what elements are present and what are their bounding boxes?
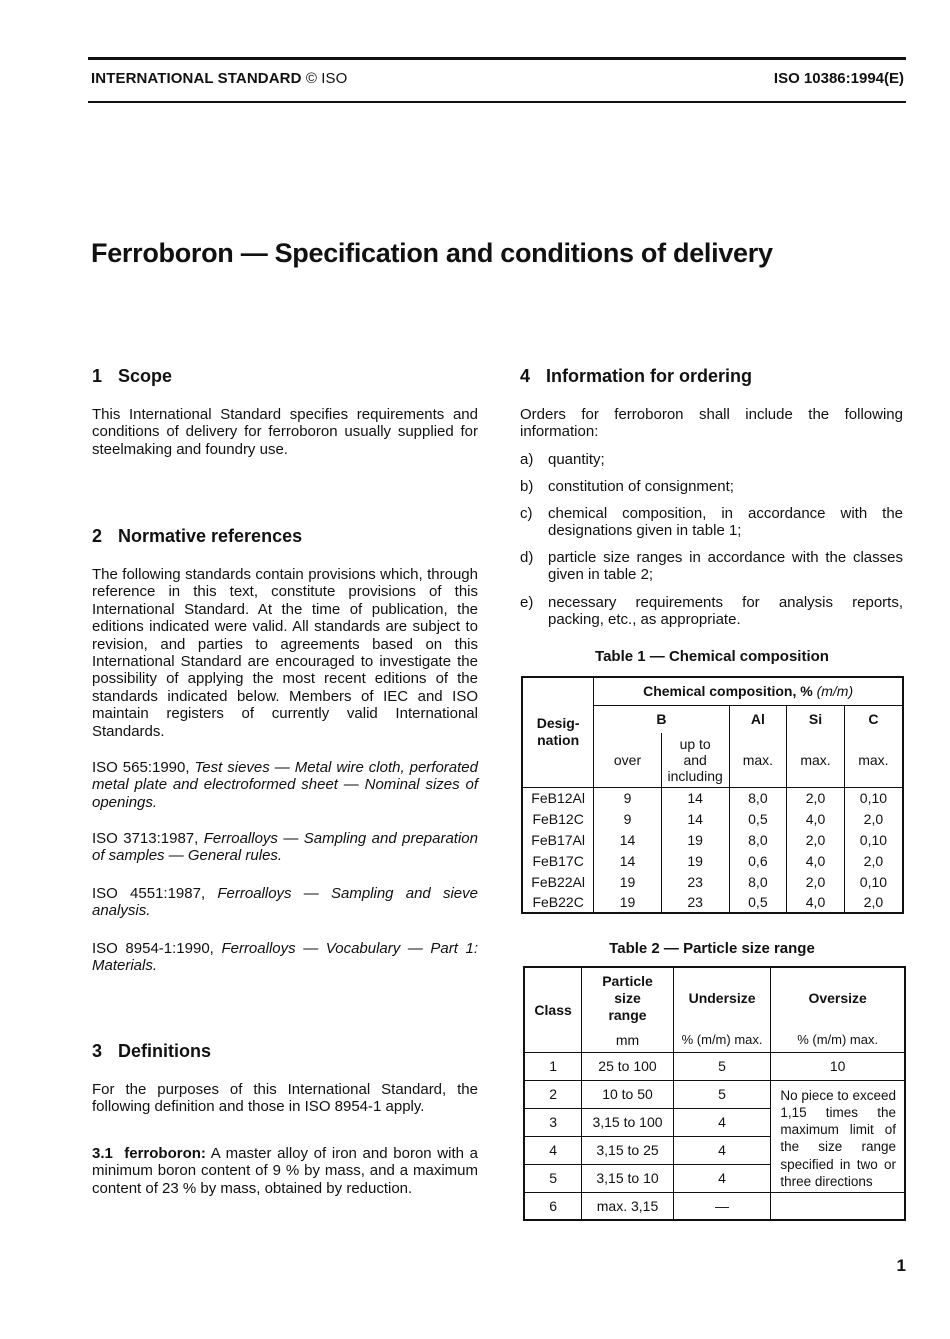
cell-undersize: 4 [673,1108,771,1136]
list-text: chemical composition, in accordance with the designations given in table 1; [548,505,903,540]
cell-al: 0,5 [729,808,787,829]
list-item [520,594,903,629]
cell-b-upto: 14 [661,808,729,829]
list-item [520,505,903,540]
section-title: Scope [118,366,173,386]
cell-si: 4,0 [787,808,845,829]
cell-designation: FeB17C [522,850,594,871]
cell-b-upto: 23 [661,892,729,913]
reference-title: Ferroalloys — Vocabulary — Part 1: Materials. [92,940,479,975]
section-number: 1 [92,366,103,386]
cell-b-upto: 14 [661,787,729,808]
range-header-text: Particle size range [602,972,653,1023]
list-item [520,478,903,495]
cell-range: 10 to 50 [582,1080,674,1108]
subheader-upto-text: up to and including [667,735,723,784]
list-text: quantity; [548,451,605,468]
table-row [524,1192,905,1220]
cell-c: 0,10 [859,789,888,806]
header-standard-number: ISO 10386:1994(E) [773,70,904,87]
class-header: Class [524,967,582,1052]
list-text: constitution of consignment; [548,478,734,495]
unit-oversize: % (m/m) max. [771,1028,905,1052]
cell-c: 2,0 [863,852,884,869]
cell-b-over: 19 [619,873,636,890]
cell-class: 4 [524,1136,582,1164]
cell-range: 3,15 to 10 [582,1164,674,1192]
cell-al: 0,5 [729,892,787,913]
cell-designation: FeB22C [522,892,594,913]
section-title: Information for ordering [546,366,752,386]
cell-undersize: — [673,1192,771,1220]
reference-item [92,940,478,975]
table-1-caption: Table 1 — Chemical composition [595,648,829,665]
list-label: b) [520,478,534,495]
subheader-over: over [594,733,661,787]
cell-range: 3,15 to 25 [582,1136,674,1164]
table-row [522,787,903,808]
chemical-composition-table [521,676,904,914]
unit-mm: mm [582,1028,674,1052]
reference-item [92,830,478,865]
cell-b-over: 14 [619,831,636,848]
composition-unit: (m/m) [816,683,854,700]
cell-c: 0,10 [859,873,888,890]
header-standard-type: INTERNATIONAL STANDARD [91,70,302,87]
subheader-max-al: max. [729,733,787,787]
cell-b-over: 9 [623,810,632,827]
scope-paragraph: This International Standard specifies requirements and conditions of delivery for ferroboron usually supplied for steelmaking and foundry use. [92,406,478,458]
list-item [520,451,903,468]
ordering-paragraph: Orders for ferroboron shall include the following information: [520,406,903,441]
cell-undersize: 4 [673,1164,771,1192]
subheader-max-c: max. [844,733,903,787]
composition-label: Chemical composition, % [643,683,813,700]
cell-al: 0,6 [729,850,787,871]
document-title: Ferroboron — Specification and conditions of delivery [91,238,773,268]
cell-b-upto: 19 [661,829,729,850]
oversize-header: Oversize [808,990,867,1006]
cell-undersize: 5 [673,1052,771,1080]
definition-number: 3.1 [92,1145,113,1162]
reference-code: ISO 8954-1:1990, [92,940,214,957]
reference-title: Ferroalloys — Sampling and sieve analysis. [92,885,478,920]
section-title: Definitions [118,1041,211,1061]
definition-term: ferroboron: [124,1145,206,1162]
list-text: particle size ranges in accordance with the classes given in table 2; [548,549,903,584]
table-row [524,1052,905,1080]
cell-al: 8,0 [729,871,787,892]
page-number: 1 [896,1256,906,1275]
cell-si: 4,0 [787,850,845,871]
cell-b-over: 9 [623,789,632,806]
normative-paragraph: The following standards contain provisions which, through reference in this text, constitute provisions of this International Standard. At the time of publication, the editions indicated were valid. All standards are subject to revision, and parties to agreements based on this International Standard are encouraged to investigate the possibility of applying the most recent editions of the standards indicated below. Members of IEC and ISO maintain registers of currently valid International Standards. [92,566,478,740]
list-label: c) [520,505,533,522]
cell-range: 3,15 to 100 [582,1108,674,1136]
list-item [520,549,903,584]
table-row [524,1080,905,1108]
cell-oversize-note: No piece to exceed 1,15 times the maximum limit of the size range specified in two or three directions [771,1080,905,1192]
header-copyright: © ISO [305,70,348,87]
list-text: necessary requirements for analysis reports, packing, etc., as appropriate. [548,594,903,629]
cell-oversize [771,1192,905,1220]
header-rule-bottom [88,101,906,103]
section-1-heading [92,366,172,387]
undersize-header: Undersize [673,967,771,1028]
reference-code: ISO 4551:1987, [92,885,206,902]
definitions-paragraph: For the purposes of this International Standard, the following definition and those in ISO 8954-1 apply. [92,1081,478,1116]
cell-si: 2,0 [787,829,845,850]
cell-b-over: 19 [619,894,636,910]
designation-label: Desig-nation [536,715,580,749]
unit-undersize: % (m/m) max. [673,1028,771,1052]
cell-si: 2,0 [787,871,845,892]
list-label: e) [520,594,534,611]
table-row [522,892,903,913]
cell-designation: FeB12C [522,808,594,829]
definition-item [92,1145,478,1197]
section-number: 4 [520,366,531,386]
cell-b-upto: 23 [661,871,729,892]
table-row [522,850,903,871]
cell-designation: FeB17Al [522,829,594,850]
cell-class: 2 [524,1080,582,1108]
reference-code: ISO 3713:1987, [92,830,199,847]
cell-c: 0,10 [859,831,888,848]
reference-title: Test sieves — Metal wire cloth, perforated metal plate and electroformed sheet — Nominal sizes of openings. [92,759,478,811]
section-number: 3 [92,1041,103,1061]
cell-si: 4,0 [787,892,845,913]
cell-c: 2,0 [863,810,884,827]
cell-si: 2,0 [787,787,845,808]
section-title: Normative references [118,526,303,546]
cell-designation: FeB22Al [522,871,594,892]
element-header-al: Al [729,705,787,733]
element-header-b: B [594,705,729,733]
cell-class: 5 [524,1164,582,1192]
element-header-si: Si [787,705,845,733]
cell-b-over: 14 [619,852,636,869]
reference-item [92,885,478,920]
cell-class: 6 [524,1192,582,1220]
reference-item [92,759,478,811]
reference-code: ISO 565:1990, [92,759,190,776]
subheader-upto [661,733,729,787]
cell-class: 3 [524,1108,582,1136]
cell-al: 8,0 [729,787,787,808]
cell-range: max. 3,15 [582,1192,674,1220]
particle-size-table [523,966,906,1221]
definition-text: A master alloy of iron and boron with a minimum boron content of 9 % by mass, and a maximum content of 23 % by mass, obtained by reduction. [92,1145,479,1197]
cell-undersize: 5 [673,1080,771,1108]
reference-title: Ferroalloys — Sampling and preparation of samples — General rules. [92,830,478,865]
section-4-heading [520,366,752,387]
section-number: 2 [92,526,103,546]
range-header [582,967,674,1028]
subheader-max-si: max. [787,733,845,787]
table-row [522,829,903,850]
table-row [522,808,903,829]
composition-group-header [594,677,903,705]
element-header-c: C [868,711,879,728]
table-row [522,871,903,892]
cell-designation: FeB12Al [522,787,594,808]
cell-undersize: 4 [673,1136,771,1164]
section-2-heading [92,526,302,547]
designation-header [522,677,594,787]
header-rule-top [88,57,906,60]
cell-b-upto: 19 [661,850,729,871]
header-standard-label [91,70,347,87]
list-label: d) [520,549,534,566]
cell-range: 25 to 100 [582,1052,674,1080]
cell-oversize: 10 [771,1052,905,1080]
section-3-heading [92,1041,211,1062]
table-2-caption: Table 2 — Particle size range [609,940,815,957]
cell-al: 8,0 [729,829,787,850]
cell-class: 1 [524,1052,582,1080]
cell-c: 2,0 [863,894,884,910]
list-label: a) [520,451,534,468]
